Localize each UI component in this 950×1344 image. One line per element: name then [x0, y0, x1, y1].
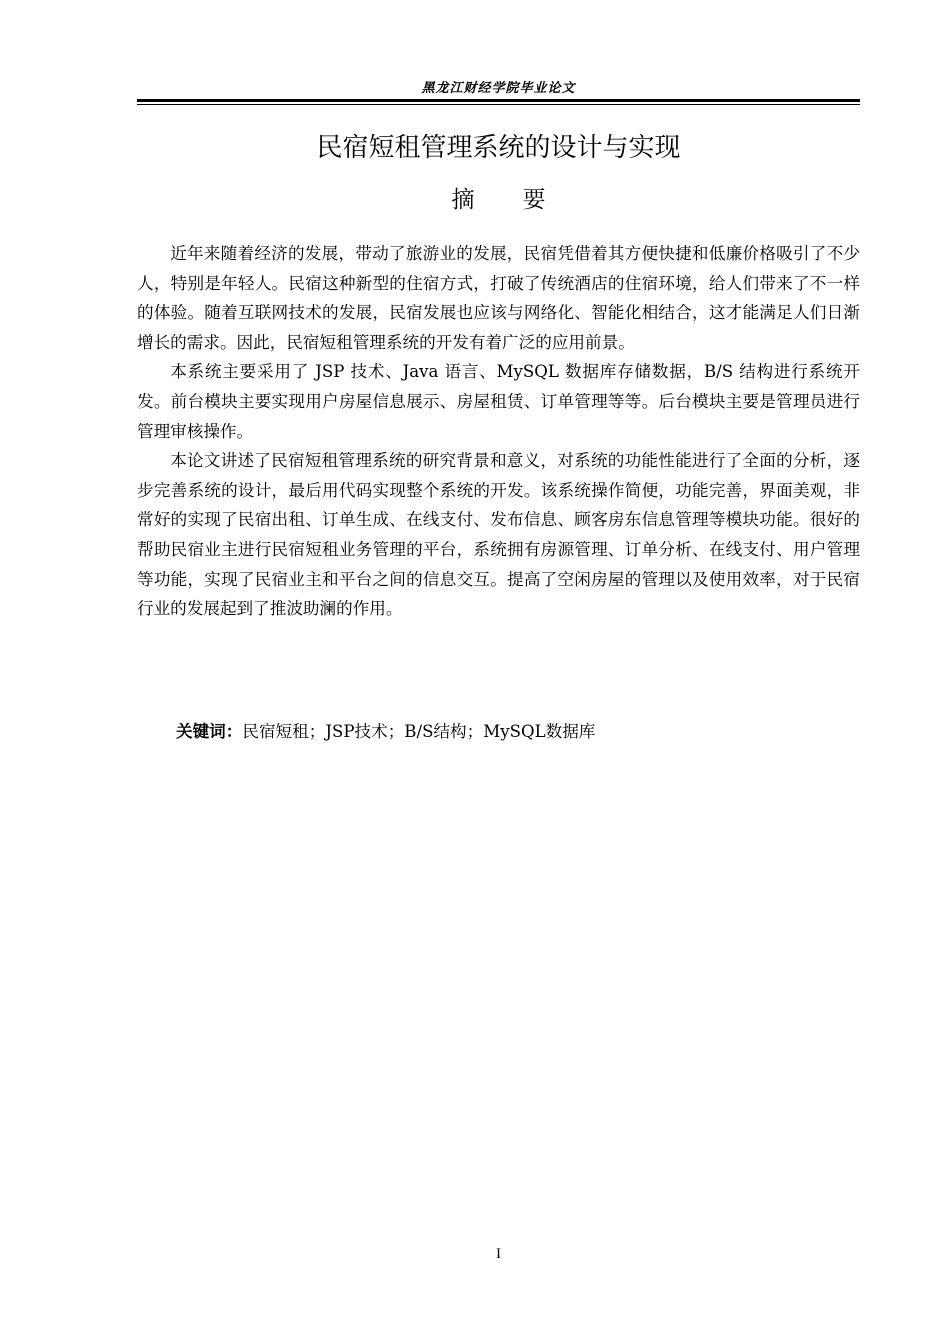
keywords-line — [176, 718, 595, 746]
abstract-body — [137, 239, 860, 624]
keywords-label: 关键词： — [176, 722, 243, 741]
abstract-heading — [137, 183, 860, 217]
keywords-text: 民宿短租；JSP技术；B/S结构；MySQL数据库 — [242, 722, 596, 741]
abstract-heading-char-1: 摘 — [451, 187, 475, 213]
header-rule-thin — [137, 104, 860, 105]
abstract-paragraph-3: 本论文讲述了民宿短租管理系统的研究背景和意义，对系统的功能性能进行了全面的分析，逐步完善系统的设计，最后用代码实现整个系统的开发。该系统操作简便，功能完善，界面美观，非常好的实现了民宿出租、订单生成、在线支付、发布信息、顾客房东信息管理等模块功能。很好的帮助民宿业主进行民宿短租业务管理的平台，系统拥有房源管理、订单分析、在线支付、用户管理等功能，实现了民宿业主和平台之间的信息交互。提高了空闲房屋的管理以及使用效率，对于民宿行业的发展起到了推波助澜的作用。 — [137, 451, 860, 619]
running-header: 黑龙江财经学院毕业论文 — [421, 81, 576, 96]
header-rule-thick — [137, 99, 860, 102]
page-number: I — [496, 1246, 501, 1262]
abstract-paragraph-2: 本系统主要采用了 JSP 技术、Java 语言、MySQL 数据库存储数据，B/S 结构进行系统开发。前台模块主要实现用户房屋信息展示、房屋租赁、订单管理等等。后台模块主要是管理员进行管理审核操作。 — [137, 362, 860, 441]
paper-title: 民宿短租管理系统的设计与实现 — [316, 133, 681, 163]
abstract-paragraph-1: 近年来随着经济的发展，带动了旅游业的发展，民宿凭借着其方便快捷和低廉价格吸引了不少人，特别是年轻人。民宿这种新型的住宿方式，打破了传统酒店的住宿环境，给人们带来了不一样的体验。随着互联网技术的发展，民宿发展也应该与网络化、智能化相结合，这才能满足人们日渐增长的需求。因此，民宿短租管理系统的开发有着广泛的应用前景。 — [137, 244, 860, 352]
abstract-heading-char-2: 要 — [522, 187, 546, 213]
